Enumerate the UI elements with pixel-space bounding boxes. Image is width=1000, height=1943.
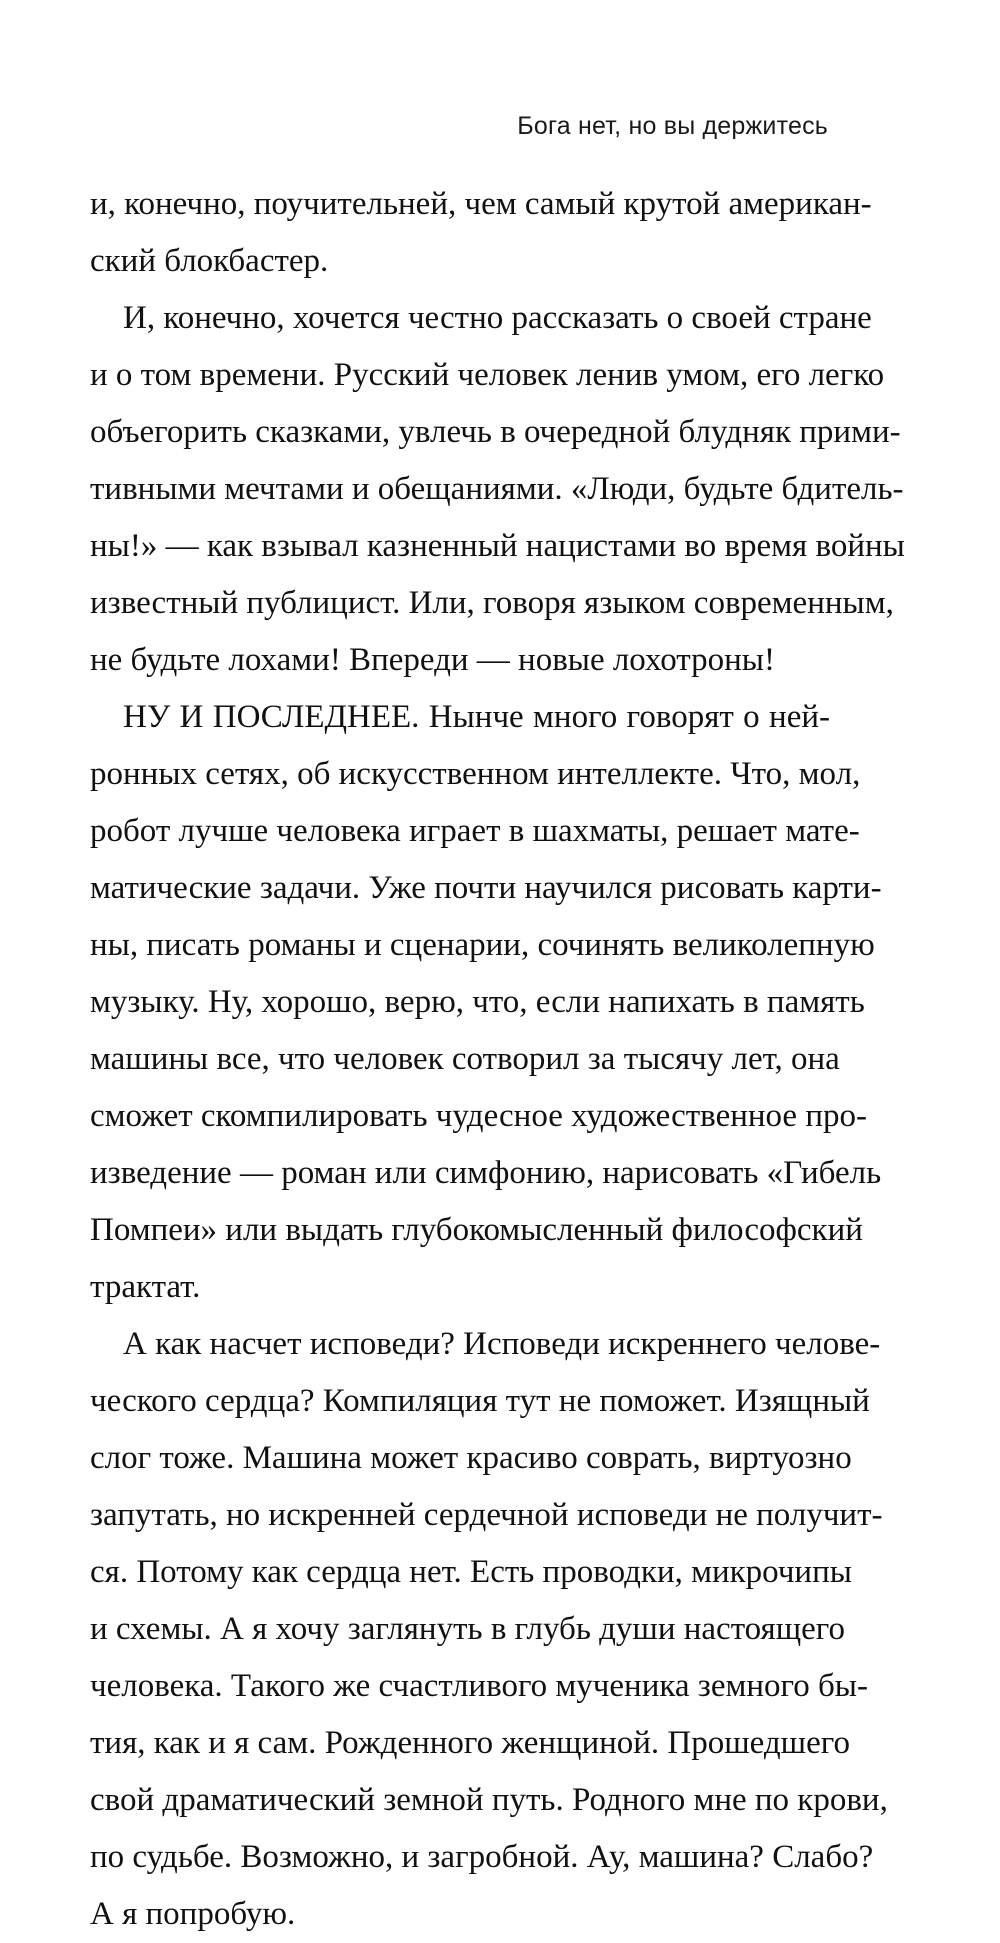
text-line: А я попробую. (90, 1896, 296, 1932)
text-line: А как насчет исповеди? Исповеди искреннего челове- (123, 1326, 881, 1362)
text-line: не будьте лохами! Впереди — новые лохотроны! (90, 642, 775, 678)
text-line: машины все, что человек сотворил за тысячу лет, она (90, 1041, 840, 1077)
text-line: известный публицист. Или, говоря языком современным, (90, 585, 894, 621)
text-line: запутать, но искренней сердечной исповеди не получит- (90, 1497, 883, 1533)
text-line: тия, как и я сам. Рожденного женщиной. Прошедшего (90, 1725, 850, 1761)
text-line: ны!» — как взывал казненный нацистами во время войны (90, 528, 905, 564)
text-line: свой драматический земной путь. Родного мне по крови, (90, 1782, 888, 1818)
text-line: сможет скомпилировать чудесное художественное про- (90, 1098, 867, 1134)
text-line: ронных сетях, об искусственном интеллекте. Что, мол, (90, 756, 861, 792)
text-line: ны, писать романы и сценарии, сочинять великолепную (90, 927, 875, 963)
text-line: по судьбе. Возможно, и загробной. Ау, машина? Слабо? (90, 1839, 874, 1875)
text-line: И, конечно, хочется честно рассказать о своей стране (123, 300, 872, 336)
text-line: Помпеи» или выдать глубокомысленный философский (90, 1212, 863, 1248)
text-line: НУ И ПОСЛЕДНЕЕ. Нынче много говорят о ней- (123, 699, 830, 735)
text-line: и о том времени. Русский человек ленив умом, его легко (90, 357, 885, 393)
text-line: человека. Такого же счастливого мученика земного бы- (90, 1668, 868, 1704)
text-line: тивными мечтами и обещаниями. «Люди, будьте бдитель- (90, 471, 904, 507)
body-text (90, 176, 905, 1943)
text-line: ский блокбастер. (90, 243, 329, 279)
text-line: матические задачи. Уже почти научился рисовать карти- (90, 870, 882, 906)
text-line: изведение — роман или симфонию, нарисовать «Гибель (90, 1155, 882, 1191)
text-line: робот лучше человека играет в шахматы, решает мате- (90, 813, 860, 849)
text-line: ческого сердца? Компиляция тут не поможет. Изящный (90, 1383, 870, 1419)
text-line: слог тоже. Машина может красиво соврать, виртуозно (90, 1440, 852, 1476)
text-line: музыку. Ну, хорошо, верю, что, если напихать в память (90, 984, 865, 1020)
text-line: и схемы. А я хочу заглянуть в глубь души настоящего (90, 1611, 846, 1647)
text-line: трактат. (90, 1269, 201, 1305)
text-line: и, конечно, поучительней, чем самый крутой американ- (90, 186, 872, 222)
text-line: ся. Потому как сердца нет. Есть проводки, микрочипы (90, 1554, 852, 1590)
text-line: объегорить сказками, увлечь в очередной блудняк прими- (90, 414, 901, 450)
running-head: Бога нет, но вы держитесь (517, 112, 828, 140)
